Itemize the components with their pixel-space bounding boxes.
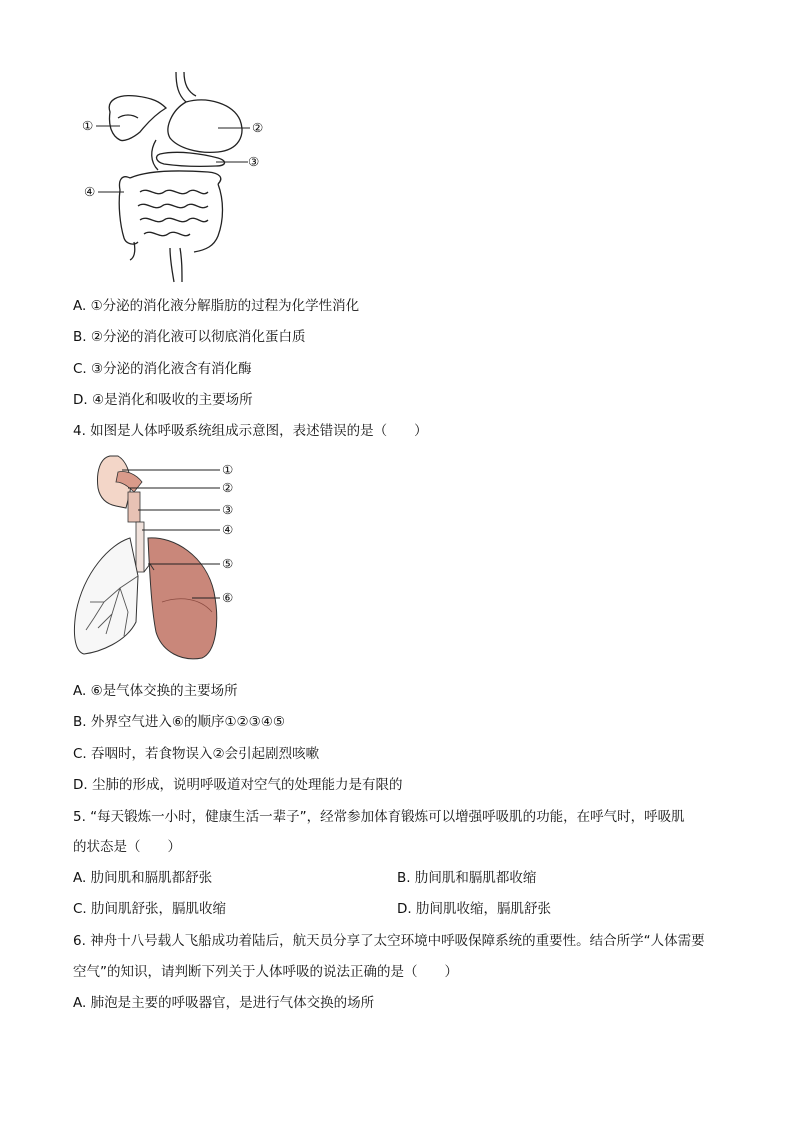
figure2-label-1: ① <box>222 462 234 477</box>
figure1-label-2: ② <box>252 120 264 135</box>
digestive-system-drawing <box>78 70 278 285</box>
q5-option-c: C. 肋间肌舒张，膈肌收缩 <box>73 901 227 917</box>
figure1-label-1: ① <box>82 118 94 133</box>
q5-option-a: A. 肋间肌和膈肌都舒张 <box>73 870 213 886</box>
figure1-label-4: ④ <box>84 184 96 199</box>
figure2-label-2: ② <box>222 480 234 495</box>
q4-option-d: D. 尘肺的形成，说明呼吸道对空气的处理能力是有限的 <box>73 777 403 793</box>
q6-stem-line1: 6. 神舟十八号载人飞船成功着陆后，航天员分享了太空环境中呼吸保障系统的重要性。结合所学“人体需要 <box>73 933 705 949</box>
respiratory-system-figure <box>70 452 250 662</box>
q4-option-b: B. 外界空气进入⑥的顺序①②③④⑤ <box>73 714 285 730</box>
q5-stem-line2: 的状态是（ ） <box>73 839 181 855</box>
q3-option-d: D. ④是消化和吸收的主要场所 <box>73 392 253 408</box>
q4-stem: 4. 如图是人体呼吸系统组成示意图，表述错误的是（ ） <box>73 423 428 439</box>
q5-stem-line1: 5. “每天锻炼一小时，健康生活一辈子”，经常参加体育锻炼可以增强呼吸肌的功能，在呼气时，呼吸肌 <box>73 809 685 825</box>
figure2-label-4: ④ <box>222 522 234 537</box>
q6-option-a: A. 肺泡是主要的呼吸器官，是进行气体交换的场所 <box>73 995 375 1011</box>
figure1-label-3: ③ <box>248 154 260 169</box>
q3-option-b: B. ②分泌的消化液可以彻底消化蛋白质 <box>73 329 306 345</box>
q6-stem-line2: 空气”的知识，请判断下列关于人体呼吸的说法正确的是（ ） <box>73 964 458 980</box>
q3-option-a: A. ①分泌的消化液分解脂肪的过程为化学性消化 <box>73 298 360 314</box>
figure2-label-5: ⑤ <box>222 556 234 571</box>
figure2-label-6: ⑥ <box>222 590 234 605</box>
q5-option-d: D. 肋间肌收缩，膈肌舒张 <box>397 901 551 917</box>
q4-option-c: C. 吞咽时，若食物误入②会引起剧烈咳嗽 <box>73 746 320 762</box>
figure2-label-3: ③ <box>222 502 234 517</box>
q4-option-a: A. ⑥是气体交换的主要场所 <box>73 683 238 699</box>
digestive-system-figure <box>78 70 278 285</box>
q5-option-b: B. 肋间肌和膈肌都收缩 <box>397 870 537 886</box>
q3-option-c: C. ③分泌的消化液含有消化酶 <box>73 361 252 377</box>
